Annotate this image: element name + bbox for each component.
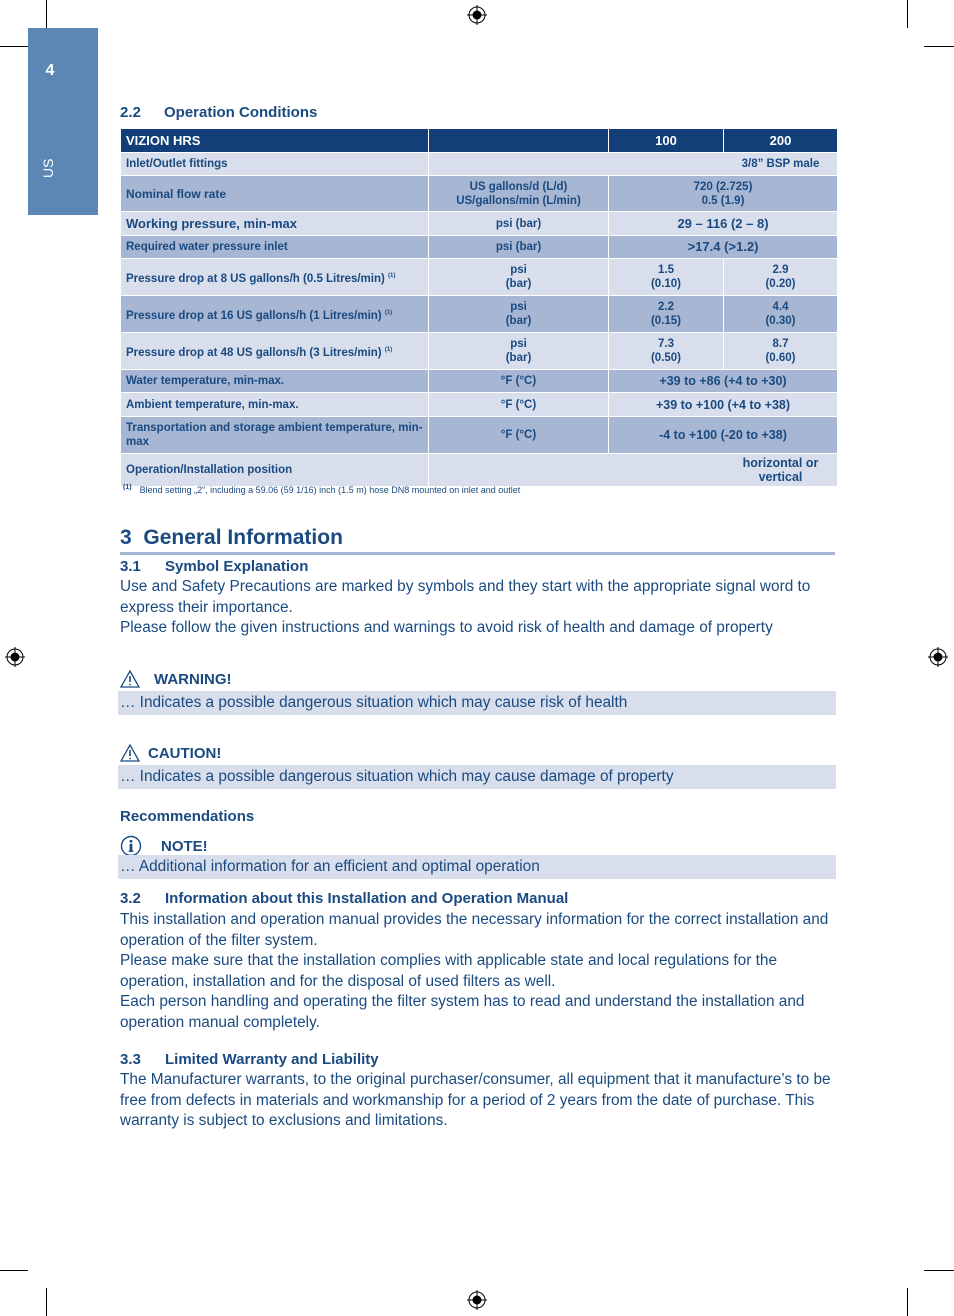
unit-cell (429, 176, 609, 212)
warranty-text (120, 1070, 838, 1132)
registration-mark-icon (467, 1290, 487, 1310)
table-row (121, 153, 838, 176)
value-line: (0.15) (650, 315, 682, 327)
header-cell: 200 (724, 129, 838, 153)
row-label: Nominal flow rate (121, 176, 429, 212)
unit-line: psi (510, 264, 527, 276)
row-label: Water temperature, min-max. (121, 370, 429, 393)
value-line: (0.20) (765, 278, 796, 290)
value-100 (609, 259, 724, 296)
unit-cell (429, 333, 609, 370)
recommendations-heading: Recommendations (120, 808, 255, 825)
paragraph: Each person handling and operating the filter system has to read and understand the installation and operation manual completely. (120, 993, 805, 1031)
section-title: Symbol Explanation (165, 558, 309, 575)
value-line: 4.4 (772, 301, 789, 313)
value-line: (0.10) (650, 278, 682, 290)
warning-label: WARNING! (154, 670, 232, 688)
row-label (121, 333, 429, 370)
warning-triangle-icon (120, 670, 140, 688)
chapter-number: 3 (120, 526, 132, 549)
unit-line: (bar) (505, 315, 532, 327)
section-number: 3.2 (120, 890, 141, 907)
warning-triangle-icon (120, 744, 140, 762)
page-number: 4 (45, 62, 55, 79)
merged-value: -4 to +100 (-20 to +38) (609, 417, 838, 454)
table-footnote (123, 484, 520, 495)
paragraph: Use and Safety Precautions are marked by symbols and they start with the appropriate signal word to express their importance. (120, 578, 811, 616)
value-200 (724, 296, 838, 333)
unit-cell: °F (°C) (429, 417, 609, 454)
unit-cell (429, 259, 609, 296)
value-line: 0.5 (1.9) (701, 194, 745, 207)
value-200 (724, 333, 838, 370)
warning-title (120, 670, 232, 688)
row-label-text: Pressure drop at 16 US gallons/h (1 Litres/min) (126, 309, 382, 322)
unit-cell: °F (°C) (429, 370, 609, 393)
header-cell (429, 129, 609, 153)
language-label: US (40, 158, 56, 178)
merged-value: +39 to +100 (+4 to +38) (609, 393, 838, 417)
value-line: (0.60) (765, 352, 796, 364)
chapter-heading (120, 526, 343, 550)
note-box: … Additional information for an efficient and optimal operation (118, 855, 836, 879)
warning-box: … Indicates a possible dangerous situation which may cause risk of health (118, 691, 836, 715)
row-label: Transportation and storage ambient temperature, min-max (121, 417, 429, 454)
crop-mark (46, 0, 47, 28)
row-label (121, 296, 429, 333)
section-heading-symbol-explanation (120, 558, 308, 575)
table-row (121, 296, 838, 333)
header-cell: 100 (609, 129, 724, 153)
value-line: 8.7 (772, 338, 789, 350)
table-row (121, 236, 838, 259)
registration-mark-icon (928, 647, 948, 667)
footnote-mark: (1) (123, 484, 132, 491)
chapter-divider (120, 552, 835, 555)
crop-mark (907, 1288, 908, 1316)
registration-mark-icon (467, 5, 487, 25)
row-label: Ambient temperature, min-max. (121, 393, 429, 417)
paragraph: This installation and operation manual provides the necessary information for the correct installation and operation of the filter system. (120, 911, 829, 949)
table-row (121, 176, 838, 212)
value-100 (609, 333, 724, 370)
note-label: NOTE! (161, 837, 208, 855)
value-line: 2.9 (772, 264, 789, 276)
section-number: 3.1 (120, 558, 141, 575)
row-label: Operation/Installation position (121, 454, 429, 487)
footnote-ref: (1) (384, 346, 393, 353)
merged-value: 29 – 116 (2 – 8) (609, 212, 838, 236)
caution-box: … Indicates a possible dangerous situation which may cause damage of property (118, 765, 836, 789)
section-title: Limited Warranty and Liability (165, 1051, 379, 1068)
crop-mark (46, 1288, 47, 1316)
unit-line: (bar) (505, 352, 532, 364)
merged-value: horizontal or vertical (429, 454, 838, 487)
crop-mark (907, 0, 908, 28)
unit-line: US gallons/d (L/d) (469, 180, 568, 193)
paragraph: Please follow the given instructions and warnings to avoid risk of health and damage of property (120, 619, 773, 637)
unit-cell: psi (bar) (429, 212, 609, 236)
paragraph: Please make sure that the installation complies with applicable state and local regulations for the operation, installation and for the disposal of used filters as well. (120, 952, 778, 990)
merged-value (609, 176, 838, 212)
unit-cell: psi (bar) (429, 236, 609, 259)
unit-line: psi (510, 338, 527, 350)
section-title: Information about this Installation and Operation Manual (165, 890, 569, 907)
unit-cell: °F (°C) (429, 393, 609, 417)
value-line: (0.50) (650, 352, 682, 364)
row-label-text: Pressure drop at 48 US gallons/h (3 Litres/min) (126, 346, 382, 359)
value-line: 7.3 (658, 338, 674, 350)
caution-title (120, 744, 221, 762)
row-label: Inlet/Outlet fittings (121, 153, 429, 176)
row-label-text: Pressure drop at 8 US gallons/h (0.5 Litres/min) (126, 272, 385, 285)
crop-mark (924, 1270, 954, 1271)
unit-cell (429, 296, 609, 333)
merged-value: +39 to +86 (+4 to +30) (609, 370, 838, 393)
value-line: 2.2 (658, 301, 674, 313)
merged-value: 3/8” BSP male (429, 153, 838, 176)
table-header-row (121, 129, 838, 153)
footnote-ref: (1) (384, 309, 393, 316)
crop-mark (0, 46, 28, 47)
section-heading-operation-conditions (120, 104, 317, 121)
symbol-explanation-text (120, 577, 838, 639)
manual-information-text (120, 910, 838, 1034)
table-row (121, 333, 838, 370)
table-row (121, 393, 838, 417)
section-heading-warranty (120, 1051, 379, 1068)
section-title: Operation Conditions (164, 104, 318, 121)
value-100 (609, 296, 724, 333)
page-tab (28, 28, 98, 215)
section-number: 3.3 (120, 1051, 141, 1068)
footnote-ref: (1) (388, 272, 396, 279)
crop-mark (924, 46, 954, 47)
table-row (121, 417, 838, 454)
table-row (121, 454, 838, 487)
table-row (121, 370, 838, 393)
row-label: Required water pressure inlet (121, 236, 429, 259)
unit-line: US/gallons/min (L/min) (456, 194, 581, 207)
table-row (121, 212, 838, 236)
table-row (121, 259, 838, 296)
footnote-text: Blend setting „2“, including a 59.06 (59 1/16) inch (1.5 m) hose DN8 mounted on inlet and outlet (139, 485, 521, 495)
header-cell: VIZION HRS (121, 129, 429, 153)
value-200 (724, 259, 838, 296)
row-label (121, 259, 429, 296)
value-line: 1.5 (658, 264, 674, 276)
section-heading-manual-information (120, 890, 568, 907)
value-line: 720 (2.725) (693, 180, 753, 193)
value-line: (0.30) (765, 315, 796, 327)
unit-line: psi (510, 301, 527, 313)
caution-label: CAUTION! (148, 744, 222, 762)
paragraph: The Manufacturer warrants, to the original purchaser/consumer, all equipment that it manufacture’s to be free from defects in materials and workmanship for a period of 2 years from the date of purchase. This warranty is subject to exclusions and limitations. (120, 1071, 831, 1130)
merged-value: >17.4 (>1.2) (609, 236, 838, 259)
section-number: 2.2 (120, 104, 141, 121)
registration-mark-icon (5, 647, 25, 667)
note-title (120, 835, 208, 857)
row-label: Working pressure, min-max (121, 212, 429, 236)
unit-line: (bar) (505, 278, 532, 290)
crop-mark (0, 1270, 28, 1271)
info-icon (120, 835, 142, 857)
operation-conditions-table (120, 128, 838, 487)
chapter-title: General Information (143, 526, 343, 549)
